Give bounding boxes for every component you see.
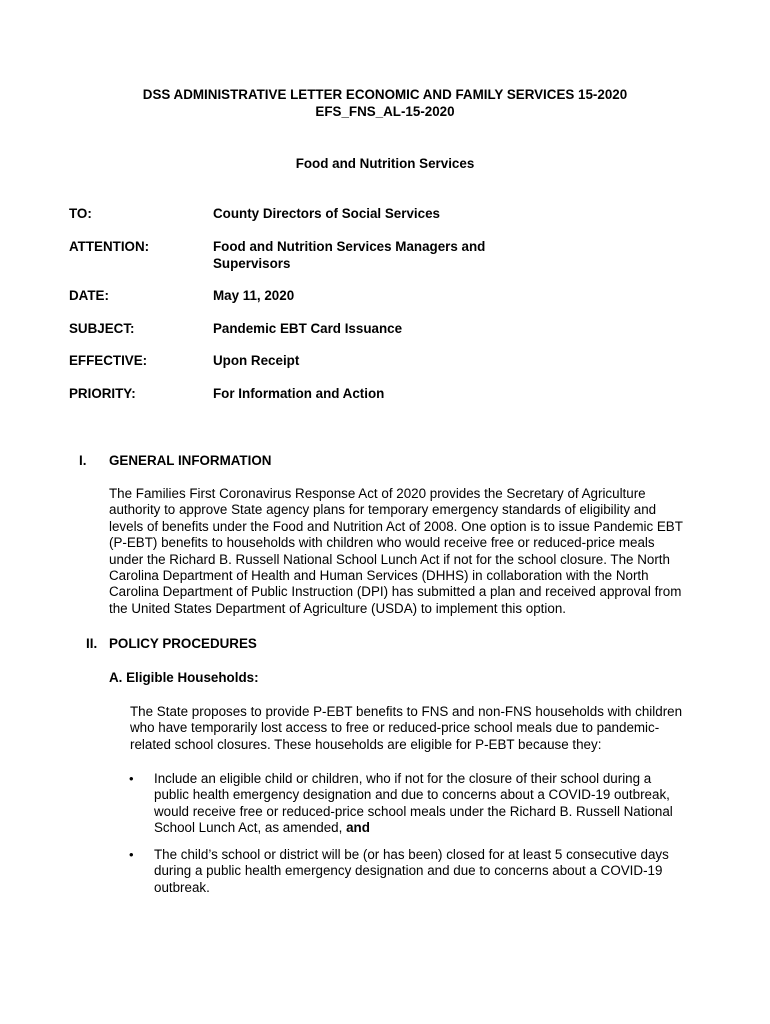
section-number: II.	[86, 636, 98, 651]
bullet-line: The child’s school or district will be (or has been) closed for at least 5 consecutive days	[154, 847, 669, 862]
section-number: I.	[79, 453, 87, 468]
paragraph-line: The Families First Coronavirus Response Act of 2020 provides the Secretary of Agriculture	[109, 486, 646, 501]
memo-value: Food and Nutrition Services Managers and Supervisors	[213, 239, 486, 271]
bullet-line-last	[154, 820, 714, 836]
program-name: Food and Nutrition Services	[295, 156, 475, 171]
bullet-icon: •	[129, 847, 134, 862]
memo-value: Upon Receipt	[213, 353, 300, 368]
bullet-line: School Lunch Act, as amended,	[154, 820, 343, 836]
bullet-line: outbreak.	[154, 879, 210, 895]
memo-label: DATE:	[69, 288, 109, 303]
memo-label: SUBJECT:	[69, 321, 135, 336]
general-information-paragraph	[109, 486, 719, 617]
subsection-heading: A. Eligible Households:	[109, 670, 259, 685]
bullet-line: Include an eligible child or children, who if not for the closure of their school during a	[154, 771, 652, 786]
memo-value: For Information and Action	[213, 386, 385, 401]
section-heading: GENERAL INFORMATION	[109, 453, 272, 468]
bullet-line: public health emergency designation and due to concerns about a COVID-19 outbreak,	[154, 787, 670, 803]
paragraph-line: related school closures. These households are eligible for P-EBT because they:	[130, 736, 602, 752]
section-heading: POLICY PROCEDURES	[109, 636, 257, 651]
memo-label: ATTENTION:	[69, 239, 150, 254]
bullet-line: would receive free or reduced-price school meals under the Richard B. Russell National	[154, 803, 673, 819]
paragraph-line: authority to approve State agency plans for temporary emergency standards of eligibility and	[109, 502, 657, 518]
paragraph-line: The State proposes to provide P-EBT benefits to FNS and non-FNS households with children	[130, 704, 683, 719]
bullet-item	[154, 771, 714, 837]
paragraph-line: (P-EBT) benefits to households with children who would receive free or reduced-price meals	[109, 535, 655, 551]
memo-label: EFFECTIVE:	[69, 353, 148, 368]
paragraph-line: under the Richard B. Russell National School Lunch Act if not for the school closure. The North	[109, 551, 670, 567]
memo-value: Pandemic EBT Card Issuance	[213, 321, 403, 336]
eligible-households-paragraph	[130, 704, 720, 753]
bullet-line: during a public health emergency designation and due to concerns about a COVID-19	[154, 863, 663, 879]
memo-label: PRIORITY:	[69, 386, 136, 401]
paragraph-line: the United States Department of Agriculture (USDA) to implement this option.	[109, 600, 566, 616]
bullet-item	[154, 847, 714, 896]
letter-code: EFS_FNS_AL-15-2020	[315, 104, 455, 119]
paragraph-line: Carolina Department of Health and Human Services (DHHS) in collaboration with the North	[109, 568, 649, 584]
bullet-icon: •	[129, 771, 134, 786]
bullet-conjunction: and	[346, 820, 370, 836]
memo-value: County Directors of Social Services	[213, 206, 440, 221]
letter-title: DSS ADMINISTRATIVE LETTER ECONOMIC AND FAMILY SERVICES 15-2020	[142, 87, 628, 102]
memo-value: May 11, 2020	[213, 288, 295, 303]
paragraph-line: levels of benefits under the Food and Nutrition Act of 2008. One option is to issue Pandemic EBT	[109, 518, 683, 534]
memo-label: TO:	[69, 206, 92, 221]
paragraph-line: who have temporarily lost access to free or reduced-price school meals due to pandemic-	[130, 720, 660, 736]
paragraph-line: Carolina Department of Public Instruction (DPI) has submitted a plan and received approval from	[109, 584, 682, 600]
